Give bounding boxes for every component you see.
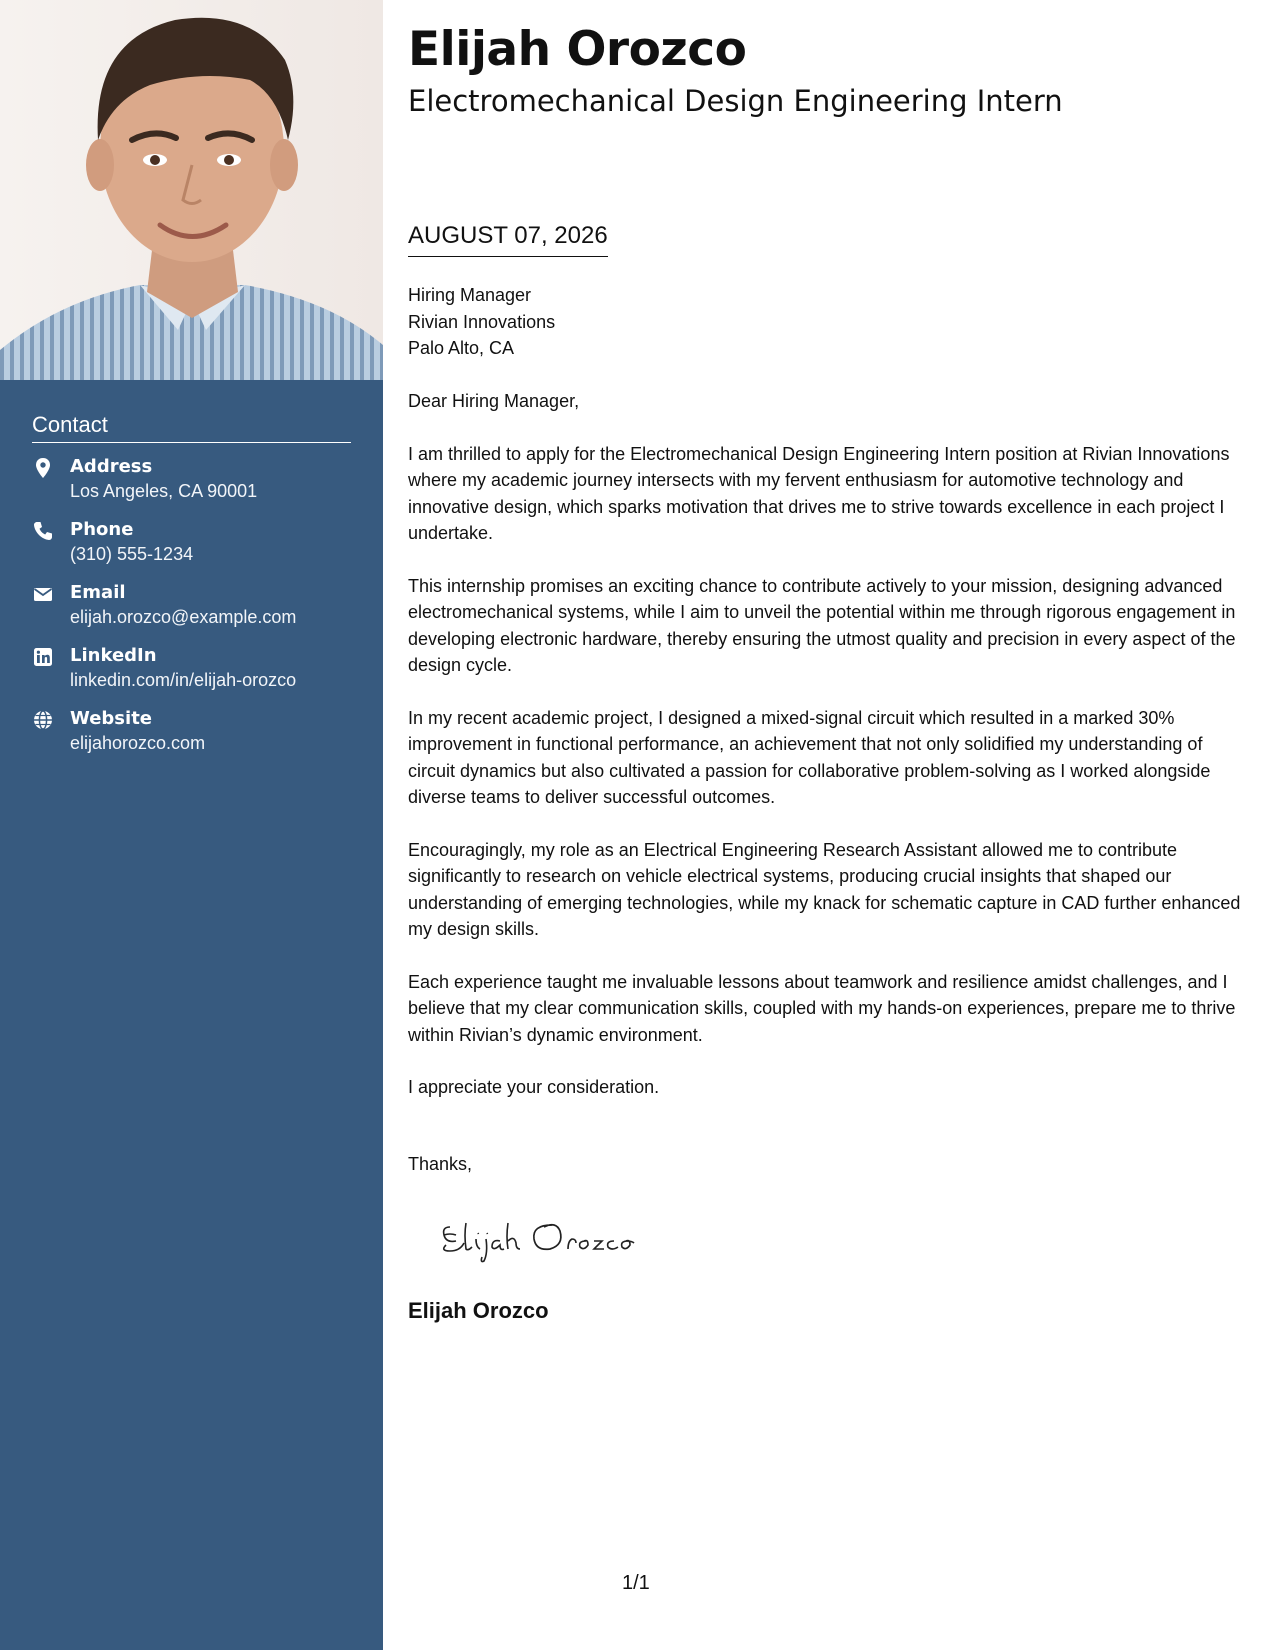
letter-paragraph: I appreciate your consideration. [408,1077,660,1098]
email-label: Email [70,582,126,603]
closing: Thanks, [408,1154,473,1174]
contact-linkedin [32,644,351,707]
letter-paragraph: In my recent academic project, I designed a mixed-signal circuit which resulted in a marked 30% improvement in functional performance, an achievement that not only solidified my understanding of circuit dynamics but also cultivated a passion for collaborative problem-solving as I worked alongside diverse teams to deliver successful outcomes. [408,707,1211,808]
contact-address [32,455,351,518]
address-value: Los Angeles, CA 90001 [70,481,258,501]
globe-icon [32,709,54,731]
recipient-line: Hiring Manager [408,285,532,305]
signature [436,1205,656,1265]
recipient-block [408,282,555,362]
contact-email [32,581,351,644]
sidebar [0,0,383,1650]
recipient-line: Palo Alto, CA [408,338,515,358]
envelope-icon [32,583,54,605]
contact-heading: Contact [32,412,351,443]
profile-photo-image [0,0,383,380]
linkedin-value[interactable]: linkedin.com/in/elijah-orozco [70,670,297,690]
signature-image [436,1205,656,1265]
address-label: Address [70,456,153,477]
website-value[interactable]: elijahorozco.com [70,733,206,753]
phone-value: (310) 555-1234 [70,544,194,564]
phone-label: Phone [70,519,134,540]
applicant-title: Electromechanical Design Engineering Intern [408,84,1063,118]
contact-section [32,412,351,770]
phone-icon [32,520,54,542]
profile-photo [0,0,383,380]
letter-paragraph: Each experience taught me invaluable lessons about teamwork and resilience amidst challenges, and I believe that my clear communication skills, coupled with my hands-on experiences, prepare me to thrive within Rivian’s dynamic environment. [408,971,1236,1045]
letter-paragraph: I am thrilled to apply for the Electromechanical Design Engineering Intern position at Rivian Innovations where my academic journey intersects with my fervent enthusiasm for automotive technology and innovative design, which sparks motivation that drives me to strive towards excellence in each project I undertake. [408,443,1230,544]
linkedin-label: LinkedIn [70,645,157,666]
contact-phone [32,518,351,581]
email-value[interactable]: elijah.orozco@example.com [70,607,297,627]
letter-paragraph: Encouragingly, my role as an Electrical Engineering Research Assistant allowed me to contribute significantly to research on vehicle electrical systems, producing crucial insights that shaped our understanding of emerging technologies, while my knack for schematic capture in CAD further enhanced my design skills. [408,839,1241,940]
letter-paragraph: This internship promises an exciting chance to contribute actively to your mission, designing advanced electromechanical systems, while I aim to unveil the potential within me through rigorous engagement in developing electronic hardware, thereby ensuring the utmost quality and precision in every aspect of the design cycle. [408,575,1236,676]
recipient-line: Rivian Innovations [408,311,556,332]
linkedin-icon [32,646,54,668]
website-label: Website [70,708,153,729]
salutation: Dear Hiring Manager, [408,391,580,411]
map-pin-icon [32,457,54,479]
letter-content [408,388,1250,1127]
signer-name: Elijah Orozco [408,1298,549,1323]
applicant-name: Elijah Orozco [408,22,747,77]
page-number: 1/1 [622,1572,650,1594]
contact-website [32,707,351,770]
letter-date: AUGUST 07, 2026 [408,222,608,257]
